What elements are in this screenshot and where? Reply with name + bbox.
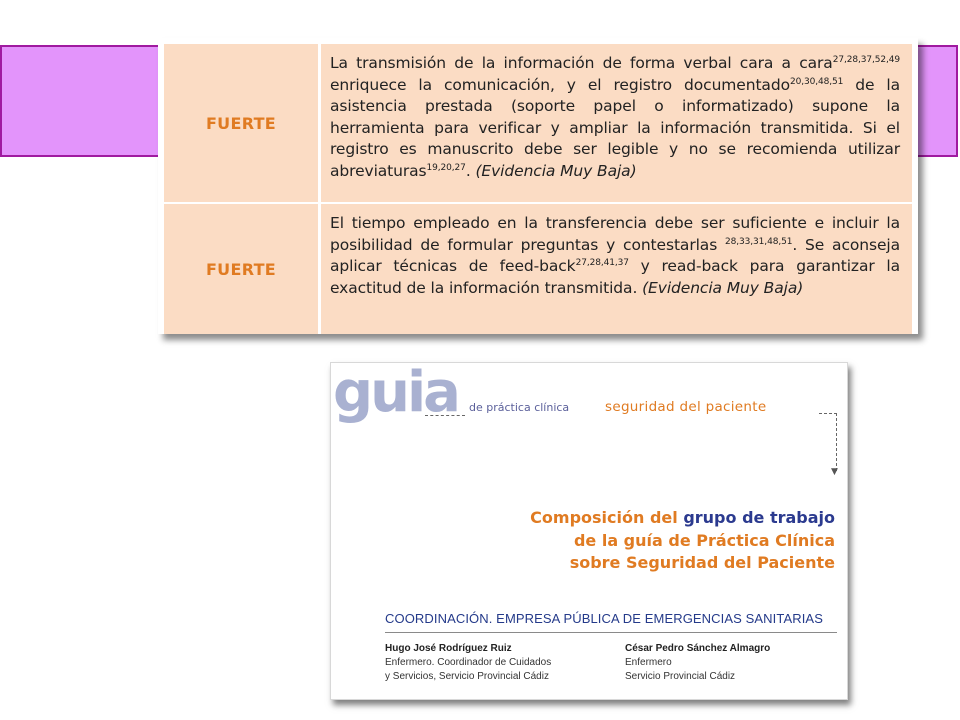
citation-reference: 20,30,48,51 xyxy=(789,76,844,87)
text-segment: enriquece la comunicación, y el registro documentado xyxy=(330,75,790,94)
recommendation-row xyxy=(164,204,912,334)
dashed-connector xyxy=(425,415,465,416)
citation-reference: 28,33,31,48,51 xyxy=(725,236,793,247)
member-name: César Pedro Sánchez Almagro xyxy=(625,643,771,654)
recommendation-text xyxy=(330,213,900,299)
team-member xyxy=(385,642,551,684)
citation-reference: 27,28,41,37 xyxy=(575,258,629,268)
evidence-level: (Evidencia Muy Baja) xyxy=(642,278,804,297)
title-line-1b: grupo de trabajo xyxy=(683,508,835,527)
title-line-1a: Composición del xyxy=(530,508,684,527)
guide-cover-page xyxy=(330,362,848,700)
team-member xyxy=(625,642,770,684)
recommendations-table xyxy=(158,38,918,334)
guide-subtitle-practica: de práctica clínica xyxy=(469,401,570,414)
grade-label: FUERTE xyxy=(205,113,277,133)
guia-logo: guia xyxy=(333,360,458,425)
member-name: Hugo José Rodríguez Ruiz xyxy=(385,643,512,654)
heading-rule xyxy=(385,632,837,633)
text-segment: El tiempo empleado en la transferencia debe ser suficiente e incluir la posibilidad de formular preguntas y contestarlas xyxy=(330,214,900,254)
guide-subtitle-seguridad: seguridad del paciente xyxy=(605,399,767,415)
member-role: Enfermero xyxy=(625,657,672,668)
grade-label: FUERTE xyxy=(205,259,277,279)
text-segment: La transmisión de la información de forma verbal cara a cara xyxy=(330,54,833,72)
dashed-connector xyxy=(836,413,837,471)
text-segment: de la asistencia prestada (soporte papel o informatizado) supone la herramienta para verificar y ampliar la información transmitida. Si el registro es manuscrito debe ser legible y no se recomienda utilizar abreviaturas xyxy=(330,75,900,180)
member-unit: y Servicios, Servicio Provincial Cádiz xyxy=(385,671,549,682)
cover-title xyxy=(530,507,835,575)
citation-reference: 27,28,37,52,49 xyxy=(832,55,900,65)
text-segment: . xyxy=(465,161,476,180)
arrow-down-icon: ▼ xyxy=(831,467,838,477)
text-segment: . Se aconseja aplicar técnicas de feed-back xyxy=(330,235,900,275)
recommendation-text xyxy=(330,53,900,182)
recommendation-row xyxy=(164,44,912,202)
member-role: Enfermero. Coordinador de Cuidados xyxy=(385,657,552,668)
dashed-connector xyxy=(819,413,837,414)
title-line-3: sobre Seguridad del Paciente xyxy=(569,553,835,572)
member-unit: Servicio Provincial Cádiz xyxy=(625,671,736,682)
title-line-2: de la guía de Práctica Clínica xyxy=(573,530,835,550)
citation-reference: 19,20,27 xyxy=(426,162,466,173)
text-segment: y read-back para garantizar la exactitud de la información transmitida. xyxy=(330,257,900,297)
coordination-heading: COORDINACIÓN. EMPRESA PÚBLICA DE EMERGENCIAS SANITARIAS xyxy=(385,611,823,626)
column-divider xyxy=(318,204,321,334)
evidence-level: (Evidencia Muy Baja) xyxy=(475,161,637,180)
column-divider xyxy=(318,44,321,202)
